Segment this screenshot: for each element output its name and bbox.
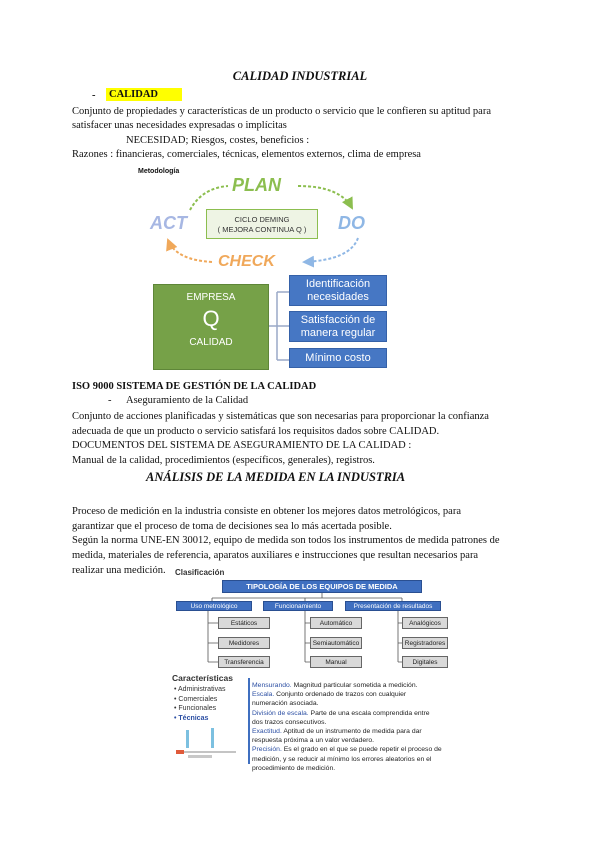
definition-line-1: Conjunto de propiedades y características de un producto o servicio que le confieren su aptitud para	[72, 106, 491, 117]
caract-item-1: • Administrativas	[174, 686, 226, 693]
docs-heading: DOCUMENTOS DEL SISTEMA DE ASEGURAMIENTO DE LA CALIDAD :	[72, 440, 412, 451]
def-term-1: Mensurando.	[252, 682, 292, 689]
def-mensurando	[252, 681, 442, 690]
act-label: ACT	[150, 213, 187, 233]
goal-satisfaccion	[289, 311, 387, 342]
sub-pres-2: Registradores	[402, 637, 448, 649]
category-uso: Uso metrológico	[176, 601, 252, 611]
reasons-text: Razones : financieras, comerciales, técnicas, elementos externos, clima de empresa	[72, 149, 421, 160]
def-term-2: Escala.	[252, 691, 275, 699]
arc-act-plan	[190, 186, 228, 210]
docs-text: Manual de la calidad, procedimientos (específicos, generales), registros.	[72, 455, 375, 466]
iso-heading: ISO 9000 SISTEMA DE GESTIÓN DE LA CALIDAD	[72, 381, 317, 392]
iso-paragraph-line-1: Conjunto de acciones planificadas y sistemáticas que son necesarias para proporcionar la confianza	[72, 411, 489, 422]
caracteristicas-title: Características	[172, 673, 233, 683]
def-text-5: Es el grado en el que se puede repetir el proceso de medición, y se reducir al mínimo los errores aleatorios en el procedimiento de medición.	[252, 746, 442, 772]
sub-pres-3: Digitales	[402, 656, 448, 668]
calidad-bullet: -	[92, 90, 96, 101]
goal-minimo-costo: Mínimo costo	[289, 348, 387, 368]
deming-center-line-1: CICLO DEMING	[234, 215, 290, 224]
analysis-line-2: garantizar que el proceso de toma de decisiones sea lo más acertada posible.	[72, 521, 392, 532]
arc-do-check	[304, 238, 358, 262]
def-term-3: División de escala.	[252, 709, 309, 717]
empresa-label: EMPRESA	[186, 292, 236, 303]
definitions-block	[252, 681, 442, 773]
caracteristicas-list	[174, 685, 225, 723]
category-funcionamiento: Funcionamiento	[263, 601, 333, 611]
deming-center-box	[206, 209, 318, 239]
needs-text: NECESIDAD; Riesgos, costes, beneficios :	[126, 135, 310, 146]
sub-uso-3: Transferencia	[218, 656, 270, 668]
iso-paragraph-line-2: adecuada de que un producto o servicio satisfará los requisitos dados sobre CALIDAD.	[72, 426, 440, 437]
def-division	[252, 709, 442, 727]
def-text-2: Conjunto ordenado de trazos con cualquier numeración asociada.	[252, 691, 407, 708]
arc-plan-do	[298, 186, 352, 208]
definitions-divider	[248, 678, 250, 764]
goal-identificacion	[289, 275, 387, 306]
iso-bullet-dash: -	[108, 395, 112, 406]
analysis-line-3: Según la norma UNE-EN 30012, equipo de medida son todos los instrumentos de medida patrones de	[72, 535, 500, 546]
measurement-sketch	[176, 722, 238, 762]
caract-item-2: • Comerciales	[174, 695, 218, 703]
def-term-5: Precisión.	[252, 746, 282, 754]
analysis-title: ANÁLISIS DE LA MEDIDA EN LA INDUSTRIA	[146, 470, 406, 484]
def-exactitud	[252, 727, 442, 745]
iso-bullet-text: Aseguramiento de la Calidad	[126, 395, 249, 406]
category-presentacion: Presentación de resultados	[345, 601, 441, 611]
sub-pres-1: Analógicos	[402, 617, 448, 629]
goal-satisfaccion-line-1: Satisfacción de	[300, 314, 376, 326]
analysis-line-5: realizar una medición.	[72, 565, 166, 576]
def-text-4: Aptitud de un instrumento de medida para dar respuesta próxima a un valor verdadero.	[252, 728, 422, 745]
caract-item-4: • Técnicas	[174, 714, 209, 722]
goal-identificacion-line-1: Identificación	[305, 278, 371, 290]
clasificacion-label: Clasificación	[175, 568, 225, 577]
arc-check-act	[168, 240, 212, 262]
goal-satisfaccion-line-2: manera regular	[300, 327, 376, 339]
analysis-line-1: Proceso de medición en la industria consiste en obtener los mejores datos metrológicos, para	[72, 506, 461, 517]
analysis-line-4: medida, materiales de referencia, aparatos auxiliares e instrucciones que resultan necesarios para	[72, 550, 479, 561]
def-precision	[252, 745, 442, 773]
do-label: DO	[338, 213, 365, 233]
sub-func-3: Manual	[310, 656, 362, 668]
sub-uso-2: Medidores	[218, 637, 270, 649]
document-title: CALIDAD INDUSTRIAL	[232, 69, 368, 83]
sub-func-1: Automático	[310, 617, 362, 629]
tipologia-header: TIPOLOGÍA DE LOS EQUIPOS DE MEDIDA	[222, 580, 422, 593]
plan-label: PLAN	[232, 175, 281, 195]
calidad-heading: CALIDAD	[106, 88, 182, 101]
check-label: CHECK	[218, 253, 275, 270]
q-label: Q	[202, 306, 220, 331]
deming-center-line-2: ( MEJORA CONTINUA Q )	[217, 225, 307, 234]
goal-identificacion-line-2: necesidades	[307, 291, 369, 303]
sub-uso-1: Estáticos	[218, 617, 270, 629]
calidad-label: CALIDAD	[189, 337, 233, 348]
bracket-connector	[269, 280, 291, 372]
metodologia-label: Metodología	[138, 168, 180, 175]
empresa-calidad-box	[153, 284, 269, 370]
caract-item-3: • Funcionales	[174, 705, 217, 712]
def-text-1: Magnitud particular sometida a medición.	[291, 682, 418, 689]
definition-line-2: satisfacer unas necesidades expresadas o implícitas	[72, 120, 287, 131]
def-escala	[252, 690, 442, 708]
def-term-4: Exactitud.	[252, 728, 282, 736]
def-text-3: Parte de una escala comprendida entre dos trazos consecutivos.	[252, 709, 430, 726]
sub-func-2: Semiautomático	[310, 637, 362, 649]
